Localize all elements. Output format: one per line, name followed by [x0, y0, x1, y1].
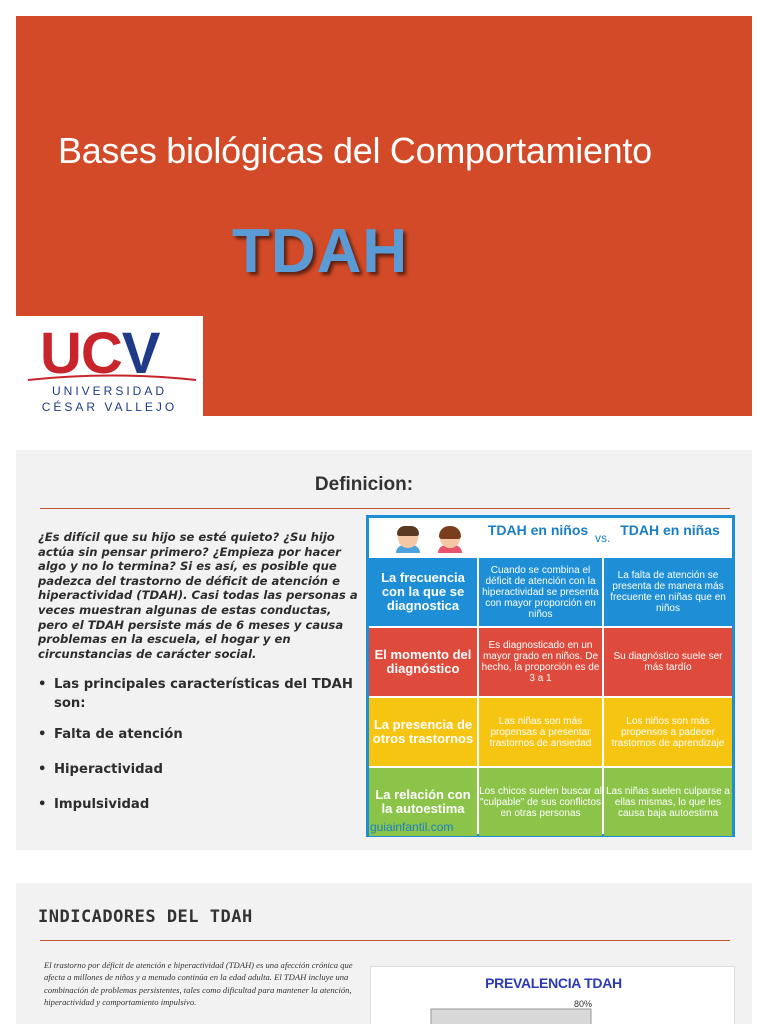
logo-mark-v: V: [121, 321, 160, 386]
girl-avatar-icon: [435, 523, 465, 553]
table-row: [369, 558, 732, 628]
definition-heading: Definicion:: [314, 474, 414, 495]
source-credit: guiainfantil.com: [370, 820, 454, 834]
table-row: [369, 698, 732, 768]
row-label: La relación con la autoestima: [369, 768, 477, 836]
indicators-paragraph: El trastorno por déficit de atención e hiperactividad (TDAH) es una afección crónica que afecta a millones de niños y a menudo continúa en la edad adulta. El TDAH incluye una combinación de problemas persistentes, tales como dificultad para mantener la atención, hiperactividad y comportamiento impulsivo.: [44, 960, 353, 1008]
characteristics-list: [38, 675, 358, 830]
girls-cell: La falta de atención se presenta de manera más frecuente en niñas que en niños: [604, 558, 732, 626]
list-item: • Impulsividad: [38, 795, 358, 814]
indicators-heading: INDICADORES DEL TDAH: [38, 907, 253, 927]
infographic-body: [369, 518, 732, 834]
slide-title: TDAH: [232, 217, 409, 286]
boy-avatar-icon: [393, 523, 423, 553]
chart-data-label: 80%: [573, 999, 593, 1009]
definition-paragraph: ¿Es difícil que su hijo se esté quieto? ¿Su hijo actúa sin pensar primero? ¿Empieza por hacer algo y no lo termina? Si es así, es posible que padezca del trastorno de déficit de atención e hiperactividad (TDAH). Casi todas las personas a veces muestran algunas de estas conductas, pero el TDAH persiste más de 6 meses y causa problemas en la escuela, el hogar y en circunstancias de carácter social.: [38, 530, 358, 661]
prevalence-chart: [370, 966, 735, 1024]
indicators-slide: [16, 883, 752, 1024]
column-header-girls: TDAH en niñas: [620, 522, 720, 538]
versus-label: vs.: [595, 531, 611, 545]
chart-bar: [431, 1009, 591, 1024]
row-label: La frecuencia con la que se diagnostica: [369, 558, 477, 626]
boys-cell: Es diagnosticado en un mayor grado en niños. De hecho, la proporción es de 3 a 1: [479, 628, 602, 696]
tdah-comparison-infographic: [366, 515, 735, 837]
row-label: El momento del diagnóstico: [369, 628, 477, 696]
boys-cell: Los chicos suelen buscar al "culpable" de sus conflictos en otras personas: [479, 768, 602, 836]
row-label: La presencia de otros trastornos: [369, 698, 477, 766]
list-item: • Las principales características del TDAH son:: [38, 675, 358, 713]
heading-divider: [40, 508, 730, 509]
heading-divider: [40, 940, 730, 941]
girls-cell: Su diagnóstico suele ser más tardío: [604, 628, 732, 696]
boys-cell: Cuando se combina el déficit de atención con la hiperactividad se presenta con mayor proporción en niños: [479, 558, 602, 626]
logo-line-1: UNIVERSIDAD: [51, 384, 167, 398]
slide-subtitle: Bases biológicas del Comportamiento: [58, 130, 652, 171]
list-item: • Falta de atención: [38, 725, 358, 744]
column-header-boys: TDAH en niños: [487, 522, 589, 538]
infographic-header: [369, 518, 732, 558]
list-item: • Hiperactividad: [38, 760, 358, 779]
logo-swoosh-icon: [26, 371, 198, 383]
girls-cell: Las niñas suelen culparse a ellas mismas, lo que les causa baja autoestima: [604, 768, 732, 836]
girls-cell: Los niños son más propensos a padecer trastornos de aprendizaje: [604, 698, 732, 766]
title-slide: [16, 16, 752, 416]
logo-mark-uc: UC: [40, 321, 122, 386]
ucv-logo: [16, 316, 203, 416]
chart-title: PREVALENCIA TDAH: [485, 975, 622, 991]
chart-plot: [371, 995, 736, 1024]
boys-cell: Las niñas son más propensas a presentar trastornos de ansiedad: [479, 698, 602, 766]
table-row: [369, 628, 732, 698]
definition-slide: [16, 450, 752, 850]
logo-line-2: CÉSAR VALLEJO: [41, 400, 178, 414]
